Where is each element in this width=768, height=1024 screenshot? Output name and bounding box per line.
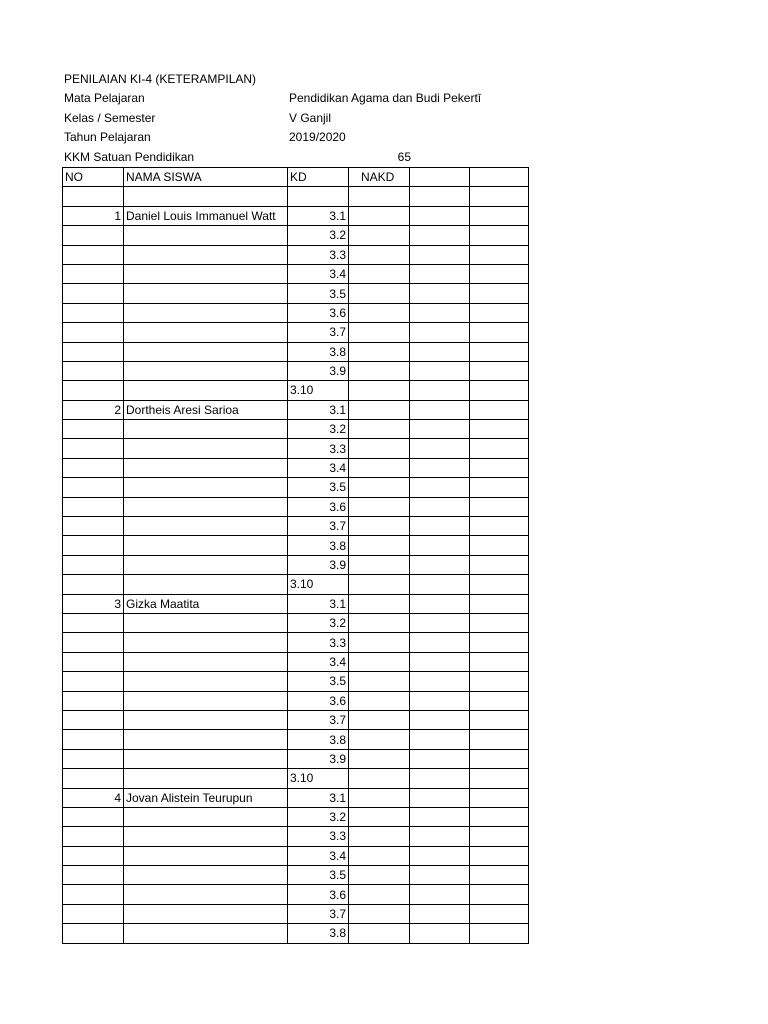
table-row (63, 458, 529, 477)
table-cell (124, 284, 288, 303)
student-number: 2 (63, 400, 124, 419)
table-cell (470, 866, 529, 885)
page-title: PENILAIAN KI-4 (KETERAMPILAN) (64, 72, 257, 86)
table-row (63, 788, 529, 807)
table-row (63, 439, 529, 458)
table-cell (63, 710, 124, 729)
table-cell (124, 187, 288, 206)
table-cell (470, 342, 529, 361)
table-cell (63, 187, 124, 206)
column-header-name: NAMA SISWA (124, 168, 288, 187)
table-row (63, 517, 529, 536)
table-cell (470, 730, 529, 749)
student-name: Daniel Louis Immanuel Watt (124, 206, 288, 225)
table-cell (410, 788, 470, 807)
table-row (63, 594, 529, 613)
kd-value: 3.2 (288, 807, 349, 826)
table-cell (410, 478, 470, 497)
table-cell (410, 323, 470, 342)
table-cell (349, 303, 410, 322)
table-cell (349, 245, 410, 264)
table-cell (349, 691, 410, 710)
table-cell (63, 323, 124, 342)
table-cell (63, 885, 124, 904)
table-cell (63, 361, 124, 380)
kd-value: 3.3 (288, 827, 349, 846)
table-cell (410, 613, 470, 632)
subject-label: Mata Pelajaran (64, 91, 145, 106)
table-cell (349, 497, 410, 516)
table-cell (470, 381, 529, 400)
academic-year-label: Tahun Pelajaran (64, 130, 151, 145)
table-cell (124, 691, 288, 710)
table-cell (470, 187, 529, 206)
table-cell (349, 400, 410, 419)
table-cell (410, 361, 470, 380)
table-cell (63, 497, 124, 516)
table-cell (410, 885, 470, 904)
table-cell (349, 517, 410, 536)
table-cell (410, 458, 470, 477)
table-cell (124, 517, 288, 536)
grade-table-body (63, 168, 529, 944)
kd-value: 3.10 (288, 381, 349, 400)
kkm-label: KKM Satuan Pendidikan (64, 149, 195, 164)
student-name: Gizka Maatita (124, 594, 288, 613)
table-cell (470, 361, 529, 380)
kd-value: 3.9 (288, 555, 349, 574)
table-row (63, 613, 529, 632)
table-cell (470, 439, 529, 458)
grade-table (62, 167, 529, 944)
table-cell (124, 807, 288, 826)
table-cell (124, 613, 288, 632)
class-semester-value: V Ganjil (289, 110, 332, 125)
table-cell (124, 342, 288, 361)
column-header-extra-1 (410, 168, 470, 187)
table-cell (410, 904, 470, 923)
table-cell (63, 613, 124, 632)
table-cell (124, 827, 288, 846)
kd-value: 3.10 (288, 769, 349, 788)
table-cell (470, 497, 529, 516)
table-cell (349, 885, 410, 904)
kd-value: 3.7 (288, 323, 349, 342)
table-cell (470, 672, 529, 691)
table-cell (63, 866, 124, 885)
table-cell (349, 342, 410, 361)
table-cell (349, 807, 410, 826)
kd-value: 3.5 (288, 866, 349, 885)
table-cell (470, 691, 529, 710)
table-row (63, 323, 529, 342)
header-field-subject (64, 89, 534, 108)
table-row (63, 303, 529, 322)
table-cell (349, 788, 410, 807)
table-cell (124, 846, 288, 865)
table-cell (349, 420, 410, 439)
table-cell (63, 478, 124, 497)
table-row (63, 381, 529, 400)
table-cell (349, 769, 410, 788)
table-cell (470, 206, 529, 225)
table-cell (124, 749, 288, 768)
table-row (63, 206, 529, 225)
table-cell (124, 769, 288, 788)
student-name: Jovan Alistein Teurupun (124, 788, 288, 807)
table-cell (470, 633, 529, 652)
table-row (63, 885, 529, 904)
kd-value: 3.6 (288, 497, 349, 516)
table-cell (63, 730, 124, 749)
table-cell (124, 323, 288, 342)
table-cell (410, 187, 470, 206)
class-semester-label: Kelas / Semester (64, 110, 156, 125)
academic-year-value: 2019/2020 (289, 130, 346, 145)
kd-value: 3.3 (288, 439, 349, 458)
table-cell (349, 904, 410, 923)
table-cell (410, 846, 470, 865)
table-cell (410, 652, 470, 671)
table-row (63, 555, 529, 574)
table-row (63, 420, 529, 439)
table-cell (410, 206, 470, 225)
table-row (63, 264, 529, 283)
table-cell (410, 245, 470, 264)
table-row (63, 497, 529, 516)
table-row (63, 924, 529, 943)
table-cell (349, 652, 410, 671)
kd-value: 3.3 (288, 633, 349, 652)
table-cell (124, 478, 288, 497)
table-cell (349, 206, 410, 225)
kd-value: 3.8 (288, 730, 349, 749)
kd-value: 3.9 (288, 749, 349, 768)
table-cell (410, 807, 470, 826)
table-cell (63, 904, 124, 923)
table-cell (63, 846, 124, 865)
table-cell (124, 904, 288, 923)
table-cell (124, 672, 288, 691)
table-row (63, 730, 529, 749)
table-cell (63, 672, 124, 691)
table-cell (410, 769, 470, 788)
table-cell (410, 264, 470, 283)
kd-value: 3.3 (288, 245, 349, 264)
table-cell (63, 749, 124, 768)
table-cell (470, 788, 529, 807)
table-cell (410, 497, 470, 516)
table-cell (470, 555, 529, 574)
table-cell (124, 458, 288, 477)
table-cell (349, 361, 410, 380)
table-cell (124, 555, 288, 574)
table-row (63, 807, 529, 826)
table-cell (410, 827, 470, 846)
table-cell (63, 691, 124, 710)
table-row (63, 400, 529, 419)
table-cell (124, 226, 288, 245)
table-cell (470, 885, 529, 904)
table-cell (63, 439, 124, 458)
table-cell (470, 575, 529, 594)
table-cell (349, 555, 410, 574)
table-cell (410, 536, 470, 555)
kd-value: 3.2 (288, 226, 349, 245)
table-cell (349, 478, 410, 497)
kd-value: 3.8 (288, 342, 349, 361)
table-row (63, 827, 529, 846)
table-cell (63, 827, 124, 846)
table-cell (124, 730, 288, 749)
table-cell (410, 730, 470, 749)
table-cell (124, 924, 288, 943)
table-cell (410, 439, 470, 458)
table-cell (63, 536, 124, 555)
table-cell (410, 284, 470, 303)
table-cell (470, 400, 529, 419)
table-row (63, 536, 529, 555)
subject-value: Pendidikan Agama dan Budi Pekertī (289, 91, 482, 106)
table-cell (470, 323, 529, 342)
table-cell (124, 885, 288, 904)
table-cell (470, 264, 529, 283)
table-cell (410, 555, 470, 574)
table-cell (410, 400, 470, 419)
kd-value: 3.2 (288, 420, 349, 439)
table-cell (124, 633, 288, 652)
table-cell (470, 846, 529, 865)
table-row (63, 478, 529, 497)
table-cell (63, 555, 124, 574)
table-cell (349, 749, 410, 768)
table-cell (470, 536, 529, 555)
table-row (63, 846, 529, 865)
table-cell (349, 827, 410, 846)
table-cell (63, 303, 124, 322)
table-cell (470, 749, 529, 768)
table-cell (470, 613, 529, 632)
table-cell (410, 633, 470, 652)
kd-value: 3.1 (288, 788, 349, 807)
table-cell (63, 652, 124, 671)
table-cell (349, 187, 410, 206)
table-row (63, 361, 529, 380)
table-cell (63, 245, 124, 264)
table-cell (63, 517, 124, 536)
kd-value: 3.1 (288, 594, 349, 613)
student-name: Dortheis Aresi Sarioa (124, 400, 288, 419)
kd-value: 3.4 (288, 458, 349, 477)
table-cell (410, 691, 470, 710)
table-cell (124, 866, 288, 885)
table-cell (470, 478, 529, 497)
table-cell (124, 420, 288, 439)
table-cell (349, 594, 410, 613)
table-cell (470, 827, 529, 846)
table-cell (470, 594, 529, 613)
table-cell (124, 575, 288, 594)
table-cell (410, 594, 470, 613)
kd-value: 3.5 (288, 672, 349, 691)
table-cell (410, 226, 470, 245)
table-cell (470, 420, 529, 439)
table-row (63, 284, 529, 303)
kd-value: 3.8 (288, 924, 349, 943)
table-cell (349, 613, 410, 632)
table-cell (470, 769, 529, 788)
table-cell (124, 710, 288, 729)
table-row (63, 866, 529, 885)
table-row (63, 575, 529, 594)
table-row (63, 710, 529, 729)
table-cell (349, 284, 410, 303)
kd-value: 3.7 (288, 710, 349, 729)
kkm-value: 65 (397, 149, 411, 164)
table-cell (63, 284, 124, 303)
table-row (63, 749, 529, 768)
table-cell (349, 226, 410, 245)
table-cell (349, 730, 410, 749)
header-field-year (64, 128, 534, 147)
table-cell (470, 303, 529, 322)
table-cell (410, 924, 470, 943)
kd-value: 3.5 (288, 478, 349, 497)
kd-value: 3.4 (288, 264, 349, 283)
table-blank-row (63, 187, 529, 206)
table-row (63, 691, 529, 710)
table-cell (63, 381, 124, 400)
header-block (64, 70, 534, 167)
kd-value: 3.1 (288, 206, 349, 225)
table-cell (63, 769, 124, 788)
student-number: 1 (63, 206, 124, 225)
table-cell (288, 187, 349, 206)
table-cell (470, 517, 529, 536)
table-cell (470, 924, 529, 943)
table-cell (63, 264, 124, 283)
kd-value: 3.4 (288, 846, 349, 865)
header-title-row (64, 70, 534, 89)
table-cell (124, 439, 288, 458)
column-header-nakd: NAKD (349, 168, 410, 187)
table-cell (410, 420, 470, 439)
table-row (63, 672, 529, 691)
table-cell (63, 807, 124, 826)
table-row (63, 633, 529, 652)
table-cell (349, 381, 410, 400)
kd-value: 3.1 (288, 400, 349, 419)
table-row (63, 245, 529, 264)
table-cell (410, 749, 470, 768)
table-cell (470, 807, 529, 826)
kd-value: 3.6 (288, 885, 349, 904)
table-cell (349, 710, 410, 729)
table-cell (349, 439, 410, 458)
column-header-extra-2 (470, 168, 529, 187)
table-cell (63, 633, 124, 652)
kd-value: 3.6 (288, 691, 349, 710)
student-number: 4 (63, 788, 124, 807)
table-cell (410, 575, 470, 594)
table-cell (349, 458, 410, 477)
table-cell (349, 536, 410, 555)
table-cell (349, 633, 410, 652)
table-cell (349, 575, 410, 594)
table-cell (63, 420, 124, 439)
kd-value: 3.8 (288, 536, 349, 555)
table-cell (124, 245, 288, 264)
table-row (63, 904, 529, 923)
table-cell (63, 458, 124, 477)
table-cell (124, 497, 288, 516)
table-cell (349, 866, 410, 885)
table-cell (410, 342, 470, 361)
student-number: 3 (63, 594, 124, 613)
table-cell (124, 361, 288, 380)
table-cell (470, 904, 529, 923)
table-cell (63, 575, 124, 594)
kd-value: 3.5 (288, 284, 349, 303)
table-cell (63, 342, 124, 361)
table-cell (410, 710, 470, 729)
table-cell (349, 672, 410, 691)
table-header-row (63, 168, 529, 187)
column-header-no: NO (63, 168, 124, 187)
table-cell (470, 245, 529, 264)
kd-value: 3.2 (288, 613, 349, 632)
table-cell (470, 652, 529, 671)
table-cell (63, 226, 124, 245)
header-field-kkm (64, 148, 534, 167)
table-row (63, 769, 529, 788)
kd-value: 3.10 (288, 575, 349, 594)
table-cell (124, 652, 288, 671)
table-cell (349, 264, 410, 283)
kd-value: 3.7 (288, 904, 349, 923)
table-cell (124, 303, 288, 322)
table-cell (470, 710, 529, 729)
table-cell (470, 458, 529, 477)
table-cell (349, 323, 410, 342)
table-row (63, 652, 529, 671)
kd-value: 3.4 (288, 652, 349, 671)
table-cell (349, 924, 410, 943)
table-cell (124, 536, 288, 555)
table-cell (410, 672, 470, 691)
table-row (63, 226, 529, 245)
table-cell (410, 517, 470, 536)
table-cell (124, 381, 288, 400)
kd-value: 3.7 (288, 517, 349, 536)
table-cell (410, 381, 470, 400)
table-cell (124, 264, 288, 283)
header-field-class (64, 109, 534, 128)
column-header-kd: KD (288, 168, 349, 187)
table-cell (410, 866, 470, 885)
kd-value: 3.9 (288, 361, 349, 380)
kd-value: 3.6 (288, 303, 349, 322)
table-row (63, 342, 529, 361)
table-cell (410, 303, 470, 322)
table-cell (63, 924, 124, 943)
table-cell (470, 284, 529, 303)
table-cell (470, 226, 529, 245)
table-cell (349, 846, 410, 865)
